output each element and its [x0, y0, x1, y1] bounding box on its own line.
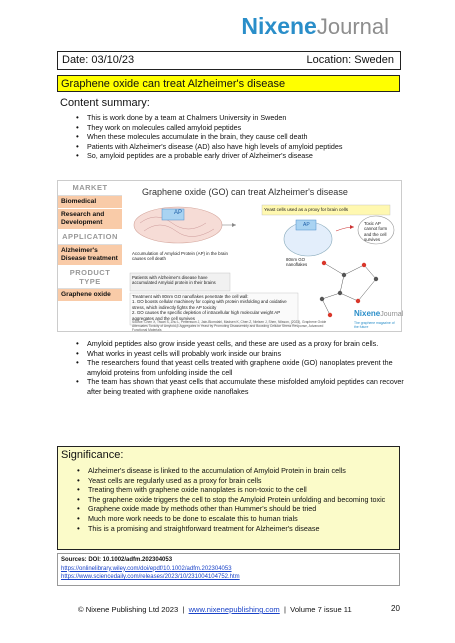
treatment-point: 1. GO boosts cellular machinery for coping with protein misfolding and oxidative stress, which indirectly fights the AP toxicity: [132, 299, 287, 310]
list-item: • Alzheimer's disease is linked to the accumulation of Amyloid Protein in brain cells: [76, 466, 396, 476]
infographic-box: [57, 180, 402, 332]
treatment-note: [132, 294, 297, 321]
brand-tag: The graphene magazine of the future: [354, 321, 395, 329]
footer-volume: | Volume 7 issue 11: [279, 605, 352, 614]
significance-heading: Significance:: [61, 449, 124, 461]
sources-doi: Sources: DOI: 10.1002/adfm.202304053: [61, 557, 173, 563]
summary-list: [75, 113, 405, 161]
source-link-1[interactable]: https://onlinelibrary.wiley.com/doi/epdf/10.1002/adfm.202304053: [61, 565, 232, 572]
brand-sub: Journal: [380, 311, 404, 318]
list-item: • The researchers found that yeast cells treated with graphene oxide (GO) nanoplates prevent the amyloid proteins from unfolding inside the cell: [75, 358, 405, 377]
detail-list: [75, 339, 405, 397]
list-item: • The team has shown that yeast cells that accumulate these misfolded amyloid peptides can recover after being treated with graphene oxide nanoflakes: [75, 377, 405, 396]
source-link-2[interactable]: https://www.sciencedaily.com/releases/2023/10/231004104752.htm: [61, 574, 240, 580]
graphic-brand: [354, 303, 404, 329]
list-item: • What works in yeast cells will probably work inside our brains: [75, 349, 405, 359]
logo-part1: Nixene: [241, 13, 317, 39]
treatment-point: 2. GO causes the specific depletion of intracellular high molecular weight AP aggregates and the cell survives: [132, 310, 281, 321]
list-item: • They work on molecules called amyloid peptides: [75, 123, 405, 133]
market-item: Research and Development: [58, 209, 122, 230]
go-label: 80nm GO nanoflakes: [286, 257, 308, 268]
significance-box: [57, 446, 400, 550]
arrow-head-red: [350, 225, 354, 229]
list-item: • Patients with Alzheimer's disease (AD) also have high levels of amyloid peptides: [75, 142, 405, 152]
list-item: • Treating them with graphene oxide nanoplates is non-toxic to the cell: [76, 485, 396, 495]
footer-copyright: © Nixene Publishing Ltd 2023 |: [78, 605, 189, 614]
journal-logo: [241, 14, 389, 39]
page-number: 20: [391, 604, 400, 613]
toxic-note: Toxic AP cannot form and the cell survives: [364, 221, 388, 243]
date-label: Date: 03/10/23: [62, 54, 135, 66]
list-item: • So, amyloid peptides are a probable early driver of Alzheimer's disease: [75, 151, 405, 161]
sources-box: [57, 553, 400, 586]
ap-label-2: AP: [303, 222, 310, 228]
application-item: Alzheimer's Disease treatment: [58, 245, 122, 266]
footer-url[interactable]: www.nixenepublishing.com: [188, 605, 280, 614]
product-label: PRODUCT TYPE: [58, 266, 122, 289]
graphic-source: Source: Chen X, Tiwari S, Zhu L, Pettersson J, Jain-Blomdahl, Madsen K, Chen Z, Nielsen J, Shen, Nilsson, (2023), Graphene Oxide Attenuates Toxicity of Amyloid-β Aggregates in Yeast by Promoting Disassembly and Boosting Cellular Stress Response, Advanced Functional Materials: [132, 320, 327, 332]
list-item: • This is a promising and straightforward treatment for Alzheimer's disease: [76, 524, 396, 534]
market-label: MARKET: [58, 181, 122, 196]
patients-note: Patients with Alzheimer's disease have accumulated Amyloid protein in their brains: [132, 275, 216, 286]
ap-label: AP: [174, 210, 183, 216]
header-bar: [57, 51, 401, 70]
list-item: • Yeast cells are regularly used as a proxy for brain cells: [76, 476, 396, 486]
yeast-note: Yeast cells used as a proxy for brain cells: [264, 207, 349, 212]
arrow-head: [232, 223, 236, 227]
graphic-title: Graphene oxide (GO) can treat Alzheimer's disease: [142, 187, 348, 197]
treatment-heading: Treatment with 80nm GO nanoflakes penetrate the cell wall:: [132, 294, 249, 299]
brand-main: Nixene: [354, 309, 381, 318]
list-item: • Graphene oxide made by methods other than Hummer's should be tried: [76, 504, 396, 514]
list-item: • When these molecules accumulate in the brain, they cause cell death: [75, 132, 405, 142]
application-label: APPLICATION: [58, 230, 122, 245]
summary-heading: Content summary:: [60, 97, 150, 109]
logo-part2: Journal: [316, 14, 389, 39]
article-title: Graphene oxide can treat Alzheimer's disease: [57, 75, 400, 92]
list-item: • Much more work needs to be done to escalate this to human trials: [76, 514, 396, 524]
significance-list: [76, 466, 396, 533]
product-item: Graphene oxide: [58, 289, 122, 302]
market-item: Biomedical: [58, 196, 122, 209]
sidebar: [58, 181, 122, 302]
footer: [78, 605, 352, 614]
location-label: Location: Sweden: [306, 54, 394, 66]
list-item: • The graphene oxide triggers the cell to stop the Amyloid Protein unfolding and becoming toxic: [76, 495, 396, 505]
list-item: • This is work done by a team at Chalmers University in Sweden: [75, 113, 405, 123]
accum-note: Accumulation of Amyloid Protein (AP) in the brain causes cell death: [132, 251, 228, 262]
graphic-panel: [126, 183, 404, 332]
list-item: • Amyloid peptides also grow inside yeast cells, and these are used as a proxy for brain cells.: [75, 339, 405, 349]
